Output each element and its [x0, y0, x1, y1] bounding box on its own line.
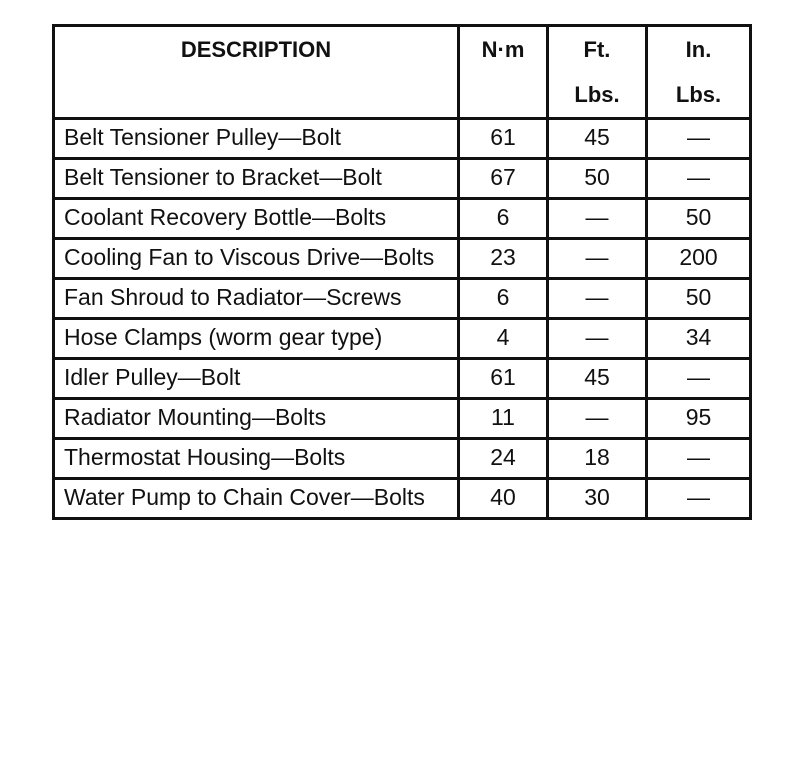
row-nm: 61: [459, 119, 548, 159]
row-ft-lbs: —: [548, 319, 647, 359]
row-nm: 6: [459, 279, 548, 319]
torque-specification-table: [52, 24, 752, 520]
row-nm: 24: [459, 439, 548, 479]
row-ft-lbs: 30: [548, 479, 647, 519]
row-nm: 6: [459, 199, 548, 239]
table-row: [54, 159, 751, 199]
row-description: Radiator Mounting—Bolts: [54, 399, 459, 439]
table-row: [54, 119, 751, 159]
row-in-lbs: —: [647, 439, 751, 479]
table-header-row: [54, 26, 751, 119]
row-nm: 40: [459, 479, 548, 519]
table-row: [54, 279, 751, 319]
row-nm: 11: [459, 399, 548, 439]
header-ft-line2: Lbs.: [574, 82, 620, 107]
row-description: Hose Clamps (worm gear type): [54, 319, 459, 359]
row-ft-lbs: —: [548, 239, 647, 279]
table-row: [54, 319, 751, 359]
row-ft-lbs: 45: [548, 119, 647, 159]
row-nm: 61: [459, 359, 548, 399]
row-nm: 23: [459, 239, 548, 279]
header-nm: [459, 26, 548, 119]
table-row: [54, 439, 751, 479]
row-description: Fan Shroud to Radiator—Screws: [54, 279, 459, 319]
table-row: [54, 239, 751, 279]
header-in-lbs: [647, 26, 751, 119]
row-ft-lbs: 50: [548, 159, 647, 199]
table-row: [54, 359, 751, 399]
row-ft-lbs: 18: [548, 439, 647, 479]
row-description: Coolant Recovery Bottle—Bolts: [54, 199, 459, 239]
row-description: Belt Tensioner to Bracket—Bolt: [54, 159, 459, 199]
table-row: [54, 399, 751, 439]
row-in-lbs: —: [647, 479, 751, 519]
row-ft-lbs: —: [548, 279, 647, 319]
row-description: Cooling Fan to Viscous Drive—Bolts: [54, 239, 459, 279]
row-description: Thermostat Housing—Bolts: [54, 439, 459, 479]
header-in-line2: Lbs.: [675, 82, 722, 107]
row-in-lbs: —: [647, 159, 751, 199]
row-ft-lbs: —: [548, 399, 647, 439]
header-in-line1: In.: [685, 37, 712, 62]
header-description-label: DESCRIPTION: [180, 37, 332, 62]
row-in-lbs: —: [647, 359, 751, 399]
row-description: Idler Pulley—Bolt: [54, 359, 459, 399]
row-description: Belt Tensioner Pulley—Bolt: [54, 119, 459, 159]
row-nm: 67: [459, 159, 548, 199]
row-nm: 4: [459, 319, 548, 359]
row-in-lbs: —: [647, 119, 751, 159]
row-in-lbs: 50: [647, 199, 751, 239]
row-in-lbs: 34: [647, 319, 751, 359]
header-nm-label: N·m: [481, 37, 525, 62]
header-description: [54, 26, 459, 119]
row-in-lbs: 50: [647, 279, 751, 319]
row-in-lbs: 95: [647, 399, 751, 439]
table-row: [54, 479, 751, 519]
row-ft-lbs: 45: [548, 359, 647, 399]
header-ft-lbs: [548, 26, 647, 119]
row-ft-lbs: —: [548, 199, 647, 239]
header-ft-line1: Ft.: [583, 37, 611, 62]
row-description: Water Pump to Chain Cover—Bolts: [54, 479, 459, 519]
table-row: [54, 199, 751, 239]
row-in-lbs: 200: [647, 239, 751, 279]
